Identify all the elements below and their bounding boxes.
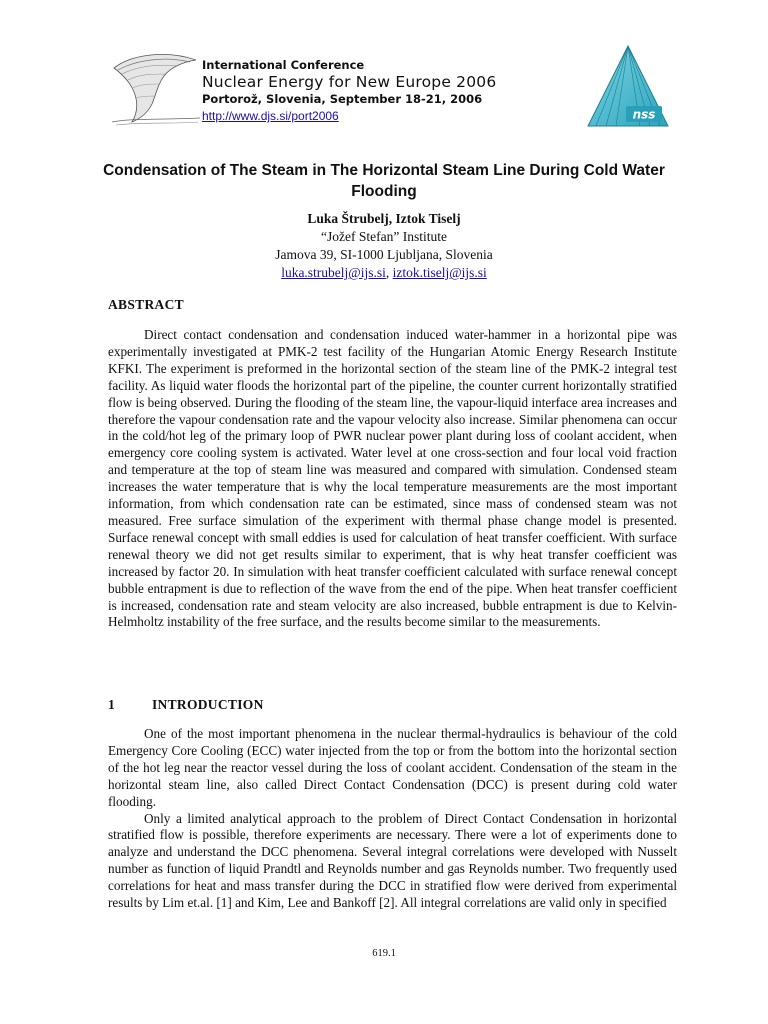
paper-title: Condensation of The Steam in The Horizontal Steam Line During Cold Water Flooding [103, 162, 665, 200]
email-separator: , [385, 265, 393, 280]
abstract-heading: ABSTRACT [108, 297, 184, 312]
abstract-paragraph: Direct contact condensation and condensation induced water-hammer in a horizontal pipe was experimentally investigated at PMK-2 test facility of the Hungarian Atomic Energy Research Institute KFKI. The experiment is preformed in the horizontal section of the steam line of the PMK-2 integral test facility. As liquid water floods the horizontal part of the pipeline, the counter current horizontally stratified flow is being observed. During the flooding of the steam line, the vapour-liquid interface area increases and therefore the vapour condensation rate and the vapour velocity also increase. Similar phenomena can occur in the cold/hot leg of the primary loop of PWR nuclear power plant during loss of coolant accident, when emergency core cooling system is activated. Water level at one cross-section and four local void fraction and temperature at the top of steam line was measured and compared with simulation. Condensed steam increases the water temperature that is why the local temperature measurements are the most important information, from which condensation rate can be estimated, since mass of condensed steam was not measured. Free surface simulation of the experiment with thermal phase change model is presented. Surface renewal concept with small eddies is used for calculation of heat transfer coefficient. With surface renewal theory we did not get results similar to experiment, that is why heat transfer coefficient was increased by factor 20. In simulation with heat transfer coefficient calculated with surface renewal concept bubble entrapment is due to reflection of the wave from the end of the pipe. When heat transfer coefficient is increased, condensation rate and steam velocity are also increased, bubble entrapment is due to Kelvin-Helmholtz instability of the free surface, and the results become similar to the measurements. [108, 327, 677, 630]
abstract-body [108, 327, 677, 631]
author-names: Luka Štrubelj, Iztok Tiselj [307, 211, 461, 226]
author-block [134, 210, 634, 282]
email-link-strubelj[interactable]: luka.strubelj@ijs.si [281, 265, 386, 280]
conference-header [202, 58, 562, 125]
conference-name: Nuclear Energy for New Europe 2006 [202, 73, 497, 91]
author-address: Jamova 39, SI-1000 Ljubljana, Slovenia [275, 247, 493, 262]
author-emails [134, 264, 634, 282]
introduction-heading [108, 697, 264, 713]
nss-logo-text: nss [632, 107, 656, 122]
conference-wave-logo [112, 48, 200, 126]
section-title: INTRODUCTION [152, 697, 264, 712]
section-number: 1 [108, 697, 116, 712]
introduction-paragraph: Only a limited analytical approach to the problem of Direct Contact Condensation in horizontal stratified flow is possible, therefore experiments are necessary. There were a lot of experiments done to analyze and understand the DCC phenomena. Several integral correlations were developed with Nusselt number as function of liquid Prandtl and Reynolds number and gas Reynolds number. Two frequently used correlations for heat and mass transfer during the DCC in stratified flow were derived from experimental results by Lim et.al. [1] and Kim, Lee and Bankoff [2]. All integral correlations are valid only in specified [108, 810, 677, 911]
conference-url-link[interactable]: http://www.djs.si/port2006 [202, 109, 339, 123]
conference-location-date: Portorož, Slovenia, September 18-21, 2006 [202, 92, 483, 106]
email-link-tiselj[interactable]: iztok.tiselj@ijs.si [392, 265, 487, 280]
conference-label: International Conference [202, 58, 365, 72]
page-number: 619.1 [372, 948, 396, 959]
introduction-body [108, 726, 677, 912]
author-institute: “Jožef Stefan” Institute [321, 229, 447, 244]
nss-triangle-logo [586, 44, 670, 130]
introduction-paragraph: One of the most important phenomena in the nuclear thermal-hydraulics is behaviour of the cold Emergency Core Cooling (ECC) water injected from the top or from the bottom into the horizontal section of the hot leg near the reactor vessel during the loss of coolant accident. Condensation of the steam in the horizontal steam line, also called Direct Contact Condensation (DCC) is present during cold water flooding. [108, 726, 677, 809]
